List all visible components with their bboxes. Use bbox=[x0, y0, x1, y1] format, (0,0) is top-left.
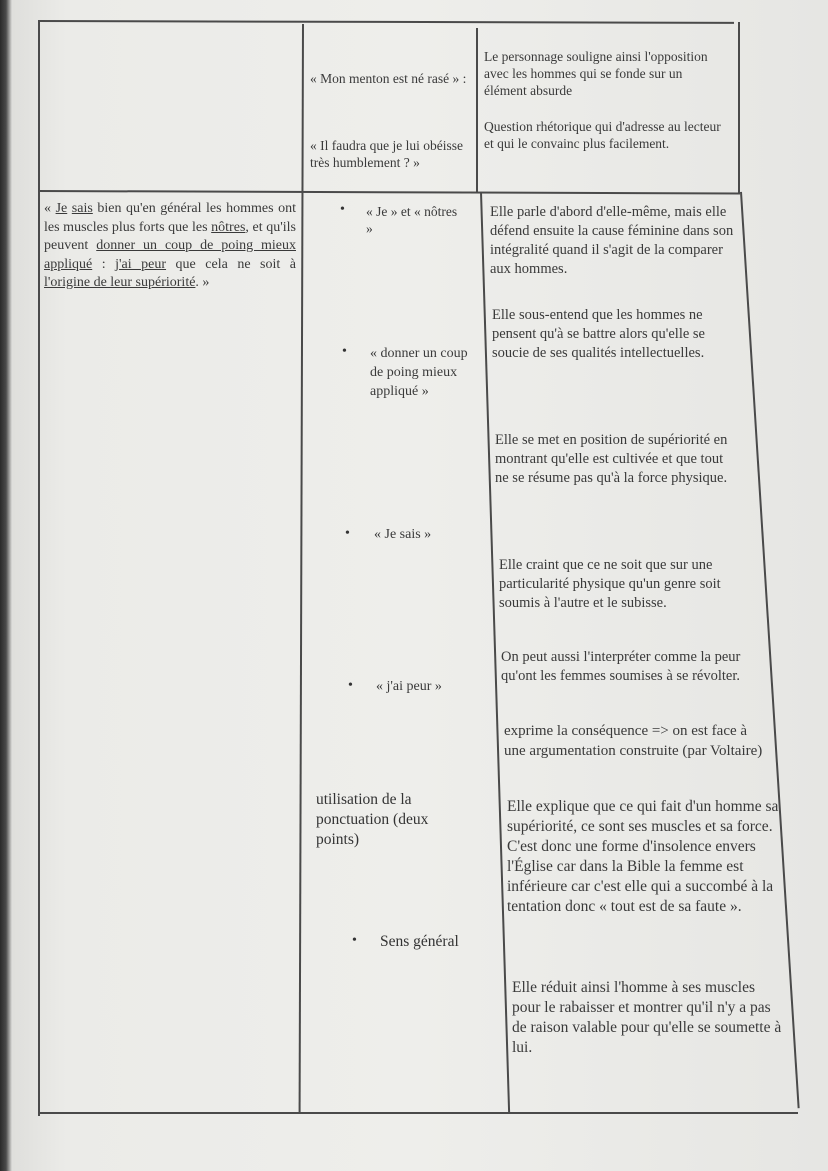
quote-part4: que cela ne soit à bbox=[166, 256, 296, 272]
bullet-1: • bbox=[340, 202, 345, 217]
quote-open: « bbox=[44, 201, 56, 216]
middle-item-jai-peur: « j'ai peur » bbox=[376, 679, 442, 694]
middle-item-sens-general: Sens général bbox=[380, 933, 459, 950]
bullet-5: • bbox=[352, 933, 357, 948]
row-divider bbox=[38, 190, 740, 194]
bullet-2: • bbox=[342, 344, 347, 359]
quote-part3: : bbox=[92, 256, 116, 272]
middle-item-je-sais: « Je sais » bbox=[374, 527, 432, 542]
quote-close: . » bbox=[195, 275, 210, 290]
row1-middle-quote1: « Mon menton est né rasé » : bbox=[310, 71, 467, 86]
table-border-right bbox=[738, 22, 740, 194]
middle-item-donner: « donner un coup de poing mieux appliqué » bbox=[370, 346, 468, 399]
right-para-4: Elle craint que ce ne soit que sur une particularité physique qu'un genre soit soumis à l'autre et le subisse. bbox=[499, 557, 721, 611]
right-para-2: Elle sous-entend que les hommes ne pensent qu'à se battre alors qu'elle se soucie de ses qualités intellectuelles. bbox=[492, 307, 705, 361]
col-divider-2-upper bbox=[476, 28, 478, 192]
table-border-left bbox=[38, 20, 40, 1116]
quote-notres: nôtres bbox=[211, 219, 246, 235]
quote-part1: bien qu'en général les hommes ont les muscles plus forts que les bbox=[44, 201, 297, 235]
row1-right-para2: Question rhétorique qui d'adresse au lecteur et qui le convainc plus facilement. bbox=[484, 119, 721, 151]
col-divider-1 bbox=[299, 24, 304, 1114]
table-border-top bbox=[38, 20, 734, 23]
bullet-4: • bbox=[348, 678, 353, 693]
right-para-1: Elle parle d'abord d'elle-même, mais elle défend ensuite la cause féminine dans son intégralité quand il s'agit de la comparer aux hommes. bbox=[490, 204, 734, 277]
quote-part2: , et qu'ils peuvent bbox=[44, 219, 296, 253]
page-shadow bbox=[0, 0, 12, 1171]
table-border-bottom bbox=[38, 1112, 798, 1114]
quote-jaipeur: j'ai peur bbox=[115, 256, 167, 272]
quote-origine: l'origine de leur supériorité bbox=[44, 275, 196, 290]
right-para-8: Elle réduit ainsi l'homme à ses muscles pour le rabaisser et montrer qu'il n'y a pas de raison valable pour qu'elle se soumette à lui. bbox=[512, 979, 782, 1056]
bullet-3: • bbox=[345, 526, 350, 541]
quote-sais: sais bbox=[71, 201, 93, 216]
right-para-6: exprime la conséquence => on est face à une argumentation construite (par Voltaire) bbox=[504, 723, 763, 759]
middle-item-je-notres: « Je » et « nôtres » bbox=[366, 204, 458, 236]
row1-right-para1: Le personnage souligne ainsi l'opposition avec les hommes qui se fonde sur un élément absurde bbox=[484, 49, 708, 98]
row2-left-quote bbox=[44, 200, 296, 293]
quote-donner: donner un coup de poing mieux appliqué bbox=[44, 238, 296, 272]
row1-middle-quote2: « Il faudra que je lui obéisse très humblement ? » bbox=[310, 138, 463, 170]
right-para-5: On peut aussi l'interpréter comme la peur qu'ont les femmes soumises à se révolter. bbox=[501, 649, 741, 684]
right-para-7: Elle explique que ce qui fait d'un homme sa supériorité, ce sont ses muscles et sa force. C'est donc une forme d'insolence envers l'Église car dans la Bible la femme est inférieure car c'est elle qui a succombé à la tentation donc « tout est de sa faute ». bbox=[507, 798, 779, 915]
right-para-3: Elle se met en position de supériorité en montrant qu'elle est cultivée et que tout ne se résume pas qu'à la force physique. bbox=[495, 432, 728, 486]
quote-je: Je bbox=[55, 201, 68, 216]
middle-item-ponctuation: utilisation de la ponctuation (deux points) bbox=[316, 791, 429, 848]
